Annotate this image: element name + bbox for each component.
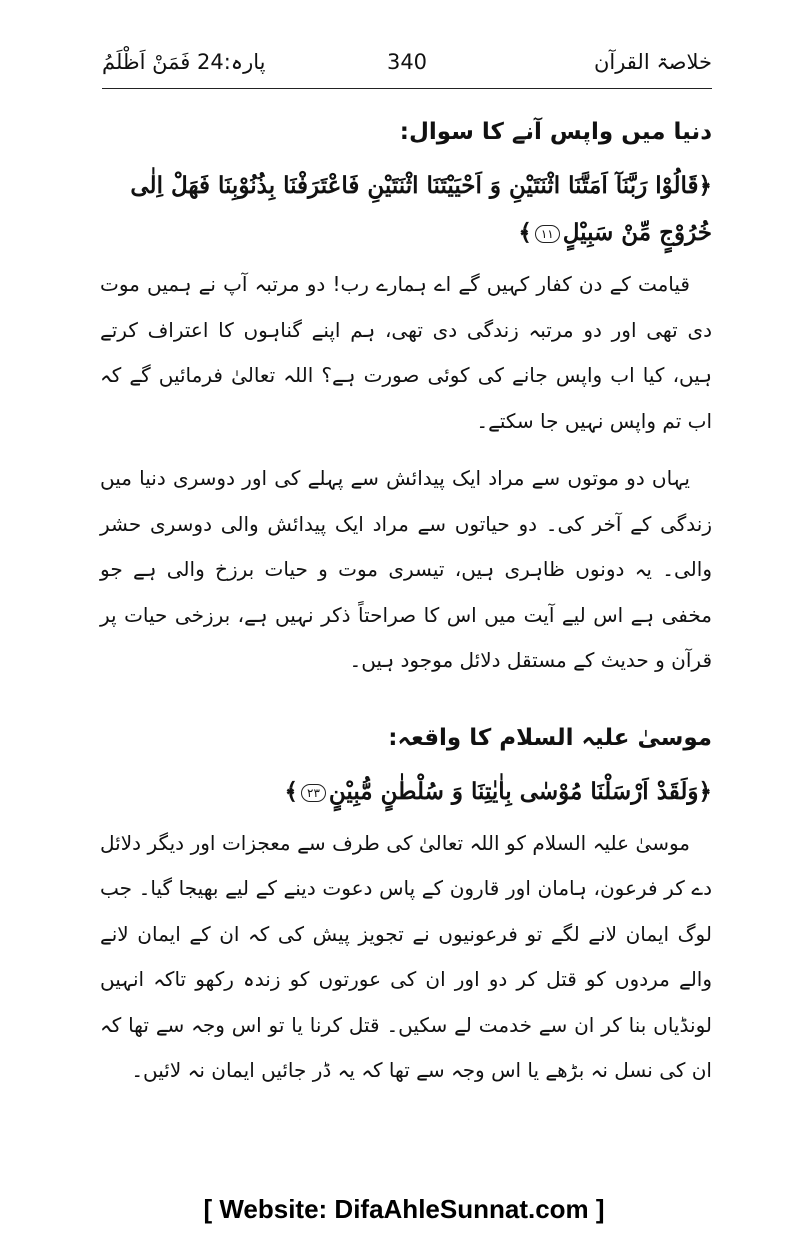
quran-verse <box>100 768 712 815</box>
section-gap <box>100 696 712 718</box>
verse-number-marker: ١١ <box>535 225 560 243</box>
para-label: پارہ:24 فَمَنْ اَظْلَمُ <box>102 50 266 74</box>
page-content <box>100 112 712 1106</box>
verse-close-bracket: ﴾ <box>518 219 532 246</box>
body-paragraph: یہاں دو موتوں سے مراد ایک پیدائش سے پہلے کی اور دوسری دنیا میں زندگی کے آخر کی۔ دو حیاتوں سے مراد ایک پیدائش والی دوسری حشر والی۔ یہ دونوں ظاہری ہیں، تیسری موت و حیات برزخ والی ہے جو مخفی ہے اس لیے آیت میں اس کا صراحتاً ذکر نہیں ہے، برزخی حیات پر قرآن و حدیث کے مستقل دلائل موجود ہیں۔ <box>100 466 712 672</box>
body-paragraph: موسیٰ علیہ السلام کو اللہ تعالیٰ کی طرف سے معجزات اور دیگر دلائل دے کر فرعون، ہامان اور قارون کے پاس دعوت دینے کے لیے بھیجا گیا۔ جب لوگ ایمان لانے لگے تو فرعونیوں نے تجویز پیش کی کہ ان کے ایمان لانے والے مردوں کو قتل کر دو اور ان کی عورتوں کو زندہ رکھو تاکہ انہیں لونڈیاں بنا کر ان سے خدمت لے سکیں۔ قتل کرنا یا تو اس وجہ سے تھا کہ ان کی نسل نہ بڑھے یا اس وجہ سے تھا کہ یہ ڈر جائیں ایمان نہ لائیں۔ <box>100 830 712 1082</box>
verse-text: ﴿وَلَقَدْ اَرْسَلْنَا مُوْسٰى بِاٰيٰتِنَا وَ سُلْطٰنٍ مُّبِيْنٍ <box>328 777 712 805</box>
running-header <box>102 46 712 86</box>
verse-number-marker: ٢٣ <box>301 784 326 802</box>
section-heading: موسیٰ علیہ السلام کا واقعہ: <box>388 724 712 751</box>
website-watermark: [ Website: DifaAhleSunnat.com ] <box>203 1194 605 1224</box>
book-title: خلاصۃ القرآن <box>593 50 712 74</box>
verse-close-bracket: ﴾ <box>284 777 299 805</box>
section-heading: دنیا میں واپس آنے کا سوال: <box>399 119 712 145</box>
quran-verse <box>100 162 712 256</box>
body-paragraph: قیامت کے دن کفار کہیں گے اے ہمارے رب! دو مرتبہ آپ نے ہمیں موت دی تھی اور دو مرتبہ زندگی دی تھی، ہم اپنے گناہوں کا اعتراف کرتے ہیں، کیا اب واپس جانے کی کوئی صورت ہے؟ اللہ تعالیٰ فرمائیں گے کہ اب تم واپس نہیں جا سکتے۔ <box>100 272 712 433</box>
page-number: 340 <box>386 50 428 74</box>
header-divider <box>102 88 712 89</box>
verse-text: ﴿قَالُوْا رَبَّنَآ اَمَتَّنَا اثْنَتَيْنِ وَ اَحْيَيْتَنَا اثْنَتَيْنِ فَاعْتَرَفْنَا بِذُنُوْبِنَا فَهَلْ اِلٰى خُرُوْجٍ مِّنْ سَبِيْلٍ <box>130 172 712 246</box>
